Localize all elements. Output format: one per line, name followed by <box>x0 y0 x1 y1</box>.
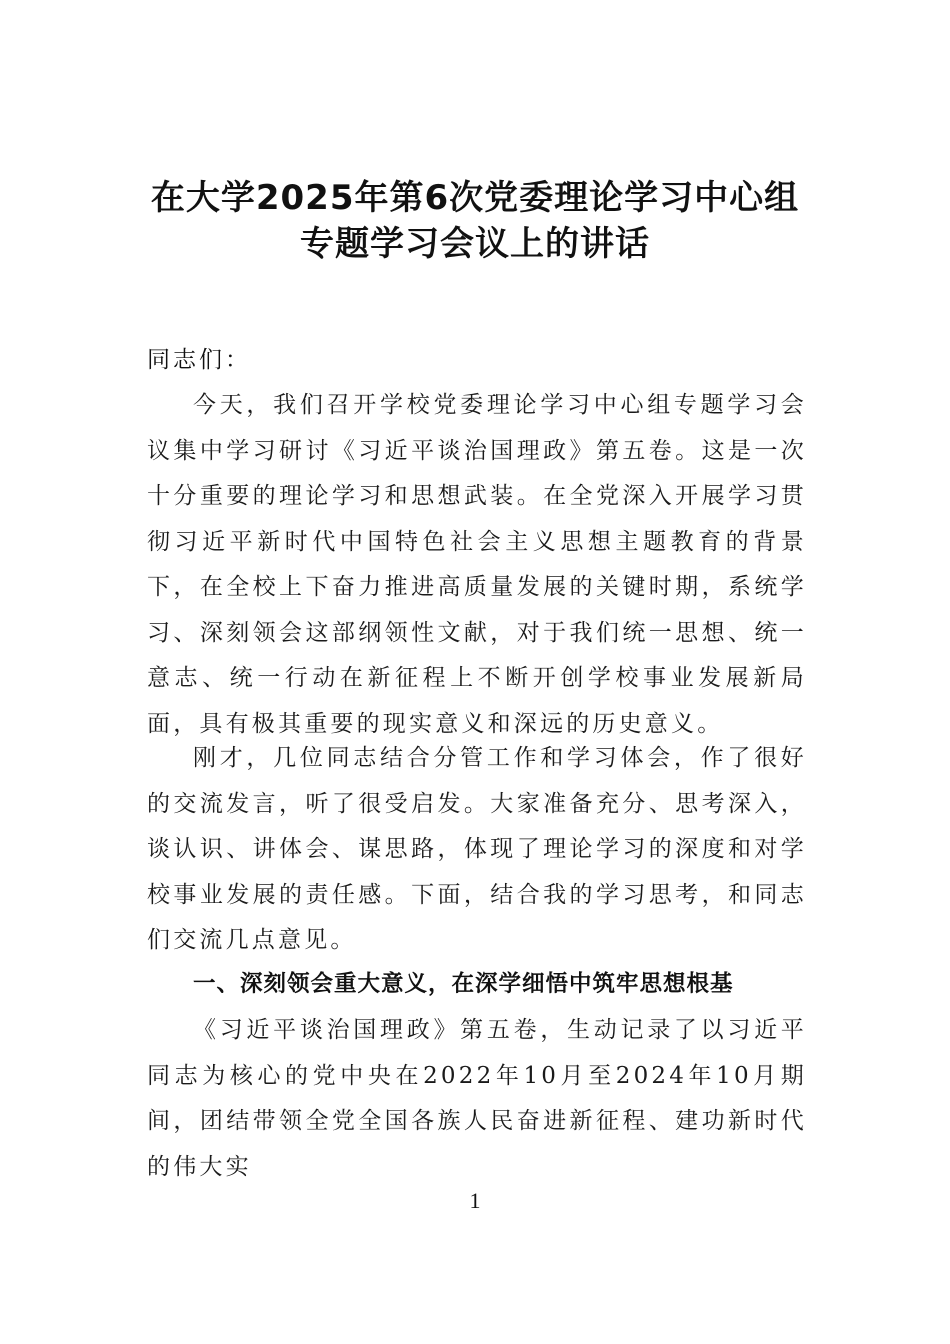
document-title-line-1: 在大学2025年第6次党委理论学习中心组 <box>150 178 800 218</box>
body-paragraph: 刚才，几位同志结合分管工作和学习体会，作了很好的交流发言，听了很受启发。大家准备充分、思考深入，谈认识、讲体会、谋思路，体现了理论学习的深度和对学校事业发展的责任感。下面，结合我的学习思考，和同志们交流几点意见。 <box>147 745 807 953</box>
salutation: 同志们： <box>147 347 251 373</box>
page-number: 1 <box>469 1188 481 1213</box>
body-paragraph: 今天，我们召开学校党委理论学习中心组专题学习会议集中学习研讨《习近平谈治国理政》第五卷。这是一次十分重要的理论学习和思想武装。在全党深入开展学习贯彻习近平新时代中国特色社会主义思想主题教育的背景下，在全校上下奋力推进高质量发展的关键时期，系统学习、深刻领会这部纲领性文献，对于我们统一思想、统一意志、统一行动在新征程上不断开创学校事业发展新局面，具有极其重要的现实意义和深远的历史意义。 <box>147 392 807 737</box>
section-heading: 一、深刻领会重大意义，在深学细悟中筑牢思想根基 <box>193 971 734 997</box>
document-title-line-2: 专题学习会议上的讲话 <box>300 224 650 264</box>
section-paragraph: 《习近平谈治国理政》第五卷，生动记录了以习近平同志为核心的党中央在2022年10月至2024年10月期间，团结带领全党全国各族人民奋进新征程、建功新时代的伟大实 <box>147 1017 807 1180</box>
